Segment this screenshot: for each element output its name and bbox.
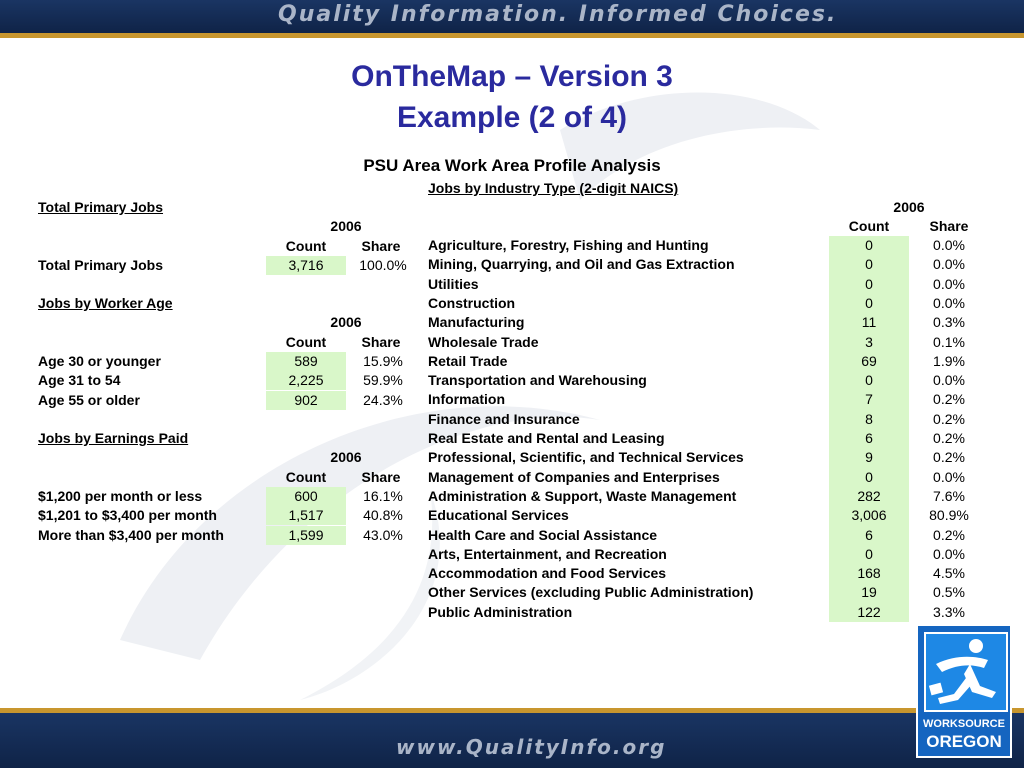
industry-count-header: Count <box>848 218 890 234</box>
industry-row-label: Agriculture, Forestry, Fishing and Hunting <box>428 237 709 253</box>
industry-row-share: 0.0% <box>933 275 965 292</box>
header-slogan: Quality Information. Informed Choices. <box>278 2 838 27</box>
age-row-count: 902 <box>266 391 346 410</box>
industry-row-share: 0.0% <box>933 256 965 273</box>
industry-row-count: 7 <box>829 390 909 410</box>
earn-row-count: 600 <box>266 487 346 506</box>
industry-row-count: 0 <box>829 236 909 256</box>
industry-row-label: Real Estate and Rental and Leasing <box>428 430 665 446</box>
earn-row-label: More than $3,400 per month <box>38 526 224 543</box>
industry-row-share: 0.0% <box>933 294 965 311</box>
industry-row-share: 7.6% <box>933 487 965 504</box>
header-accent-line <box>0 33 1024 38</box>
worksource-oregon-logo <box>916 624 1012 758</box>
earn-row-share: 43.0% <box>363 526 403 543</box>
age-row-label: Age 31 to 54 <box>38 372 121 389</box>
age-row-share: 59.9% <box>363 372 403 389</box>
footer-url: www.QualityInfo.org <box>396 735 667 759</box>
industry-row-label: Educational Services <box>428 507 569 524</box>
industry-row-label: Professional, Scientific, and Technical Services <box>428 449 744 466</box>
industry-row-count: 0 <box>829 371 909 391</box>
analysis-subtitle: PSU Area Work Area Profile Analysis <box>363 156 661 175</box>
industry-row-count: 6 <box>829 526 909 546</box>
earn-row-share: 16.1% <box>363 487 403 504</box>
slide-title-line2: Example (2 of 4) <box>396 101 628 134</box>
industry-row-share: 0.1% <box>933 333 965 350</box>
total-count-header: Count <box>285 237 327 254</box>
earn-row-share: 40.8% <box>363 507 403 524</box>
industry-row-label: Mining, Quarrying, and Oil and Gas Extraction <box>428 256 735 273</box>
industry-row-count: 0 <box>829 275 909 295</box>
industry-row-label: Public Administration <box>428 603 573 620</box>
industry-row-share: 0.2% <box>933 410 965 427</box>
age-heading: Jobs by Worker Age <box>38 295 173 311</box>
industry-row-count: 19 <box>829 583 909 603</box>
industry-row-count: 0 <box>829 294 909 314</box>
logo-text-worksource: WORKSOURCE <box>923 718 1005 730</box>
industry-heading: Jobs by Industry Type (2-digit NAICS) <box>428 180 679 196</box>
industry-row-share: 0.0% <box>933 237 965 253</box>
industry-row-count: 3 <box>829 333 909 353</box>
industry-row-label: Administration & Support, Waste Management <box>428 487 737 504</box>
industry-row-share: 0.0% <box>933 372 965 389</box>
industry-row-label: Manufacturing <box>428 314 525 331</box>
industry-row-label: Other Services (excluding Public Administration) <box>428 584 754 601</box>
age-share-header: Share <box>361 333 401 350</box>
total-row-label: Total Primary Jobs <box>38 256 164 273</box>
industry-row-count: 122 <box>829 603 909 623</box>
industry-row-share: 0.5% <box>933 584 965 601</box>
industry-row-share: 4.5% <box>933 565 965 582</box>
industry-row-label: Transportation and Warehousing <box>428 372 647 389</box>
age-year: 2006 <box>330 314 362 331</box>
industry-year: 2006 <box>893 199 925 215</box>
earn-row-label: $1,201 to $3,400 per month <box>38 507 217 524</box>
industry-row-count: 69 <box>829 352 909 372</box>
runner-icon <box>924 632 1008 712</box>
industry-row-share: 0.3% <box>933 314 965 331</box>
industry-row-label: Management of Companies and Enterprises <box>428 468 720 485</box>
earn-year: 2006 <box>330 449 362 466</box>
total-row-count: 3,716 <box>266 256 346 275</box>
industry-row-count: 168 <box>829 564 909 584</box>
industry-row-count: 11 <box>829 313 909 333</box>
industry-row-share: 3.3% <box>933 603 965 620</box>
industry-row-share: 0.2% <box>933 449 965 466</box>
logo-text-oregon: OREGON <box>926 732 1002 751</box>
earn-count-header: Count <box>285 468 327 485</box>
industry-row-label: Construction <box>428 294 516 311</box>
industry-row-count: 282 <box>829 487 909 507</box>
age-row-share: 15.9% <box>363 352 403 369</box>
earn-share-header: Share <box>361 468 401 485</box>
industry-row-share: 0.2% <box>933 526 965 543</box>
earn-row-count: 1,517 <box>266 506 346 525</box>
total-heading: Total Primary Jobs <box>38 199 164 215</box>
age-row-share: 24.3% <box>363 391 403 408</box>
industry-row-count: 3,006 <box>829 506 909 526</box>
industry-row-label: Utilities <box>428 275 479 292</box>
industry-row-share: 0.2% <box>933 430 965 446</box>
age-row-label: Age 30 or younger <box>38 352 161 369</box>
industry-row-count: 8 <box>829 410 909 430</box>
industry-row-share: 0.0% <box>933 545 965 562</box>
slide-title-line1: OnTheMap – Version 3 <box>351 60 673 93</box>
industry-row-label: Retail Trade <box>428 352 508 369</box>
total-row-share: 100.0% <box>359 256 407 273</box>
earn-row-count: 1,599 <box>266 526 346 545</box>
earn-row-label: $1,200 per month or less <box>38 487 203 504</box>
age-row-label: Age 55 or older <box>38 391 140 408</box>
age-count-header: Count <box>285 333 327 350</box>
industry-row-share: 0.2% <box>933 391 965 408</box>
industry-row-count: 0 <box>829 545 909 565</box>
age-row-count: 2,225 <box>266 371 346 390</box>
industry-row-label: Accommodation and Food Services <box>428 565 667 582</box>
total-year: 2006 <box>330 218 362 235</box>
industry-share-header: Share <box>929 218 969 234</box>
industry-row-count: 9 <box>829 448 909 468</box>
industry-row-label: Health Care and Social Assistance <box>428 526 658 543</box>
industry-row-label: Arts, Entertainment, and Recreation <box>428 545 667 562</box>
industry-row-count: 0 <box>829 255 909 275</box>
industry-row-count: 0 <box>829 468 909 488</box>
industry-row-label: Information <box>428 391 505 408</box>
industry-row-share: 0.0% <box>933 468 965 485</box>
industry-row-share: 1.9% <box>933 352 965 369</box>
industry-row-label: Finance and Insurance <box>428 410 580 427</box>
total-share-header: Share <box>361 237 401 254</box>
industry-row-label: Wholesale Trade <box>428 333 539 350</box>
age-row-count: 589 <box>266 352 346 371</box>
industry-row-share: 80.9% <box>929 507 969 524</box>
industry-row-count: 6 <box>829 429 909 449</box>
earn-heading: Jobs by Earnings Paid <box>38 430 189 446</box>
